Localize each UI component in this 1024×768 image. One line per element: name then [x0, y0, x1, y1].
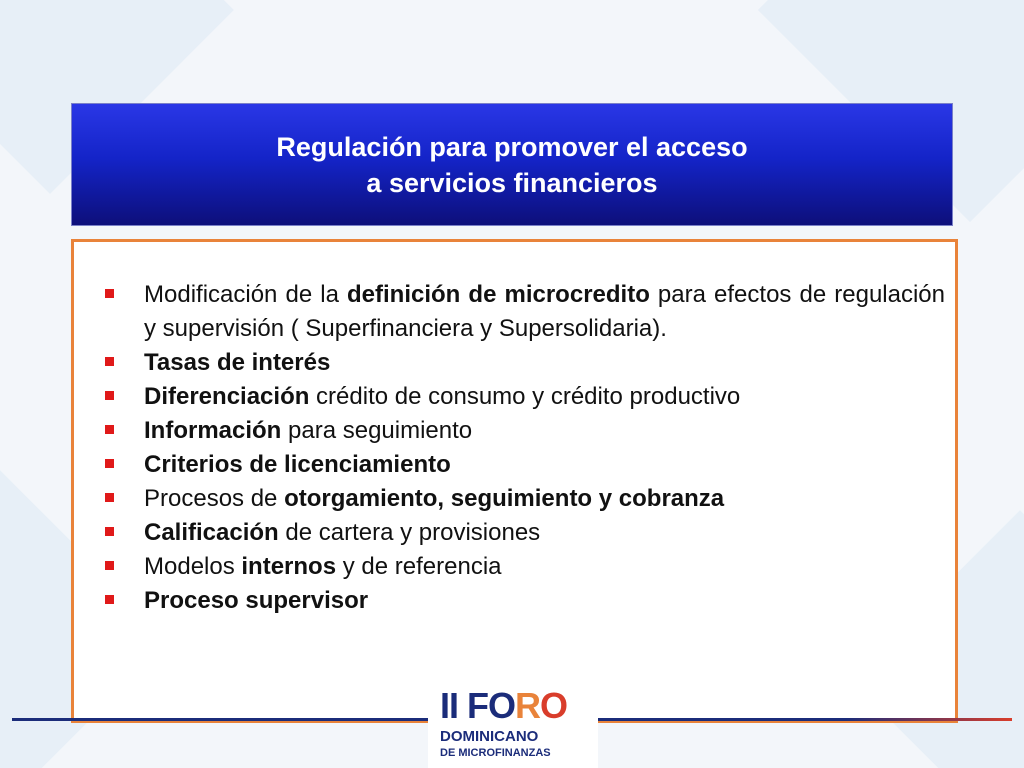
- bullet-text-segment: Modificación de la: [144, 281, 347, 308]
- bullet-item: [100, 482, 945, 516]
- bullet-text-segment: crédito de consumo y crédito productivo: [309, 383, 741, 410]
- bullet-text: [144, 519, 540, 546]
- bullet-text: [144, 383, 740, 410]
- bullet-text: [144, 417, 472, 444]
- bullet-text: [144, 349, 330, 376]
- bullet-item: [100, 380, 945, 414]
- logo-title: [440, 686, 567, 726]
- bullet-text-segment: para seguimiento: [281, 417, 473, 444]
- logo-roman-numeral: II: [440, 685, 459, 726]
- bullet-list: [100, 278, 945, 618]
- bullet-item: [100, 584, 945, 618]
- bullet-text: [144, 587, 368, 614]
- bullet-text: [144, 553, 502, 580]
- bullet-text-segment: Diferenciación: [144, 383, 310, 410]
- logo-fo: FO: [467, 685, 516, 726]
- title-banner: [71, 103, 953, 226]
- bullet-square-icon: [105, 561, 114, 570]
- logo-o: O: [540, 685, 568, 726]
- bullet-square-icon: [105, 391, 114, 400]
- bullet-text-segment: Criterios de licenciamiento: [144, 451, 451, 478]
- bullet-text-segment: internos: [241, 553, 337, 580]
- bullet-text-segment: y de referencia: [336, 553, 502, 580]
- bullet-text-segment: Información: [144, 417, 282, 444]
- slide-title-line-2: a servicios financieros: [366, 167, 658, 198]
- logo-subtitle-1: DOMINICANO: [440, 728, 539, 745]
- bullet-item: [100, 278, 945, 346]
- bullet-item: [100, 346, 945, 380]
- bullet-text-segment: Calificación: [144, 519, 279, 546]
- footer-line-left: [12, 718, 428, 721]
- bullet-text-segment: Tasas de interés: [144, 349, 331, 376]
- bullet-text-segment: de cartera y provisiones: [278, 519, 541, 546]
- bullet-item: [100, 550, 945, 584]
- bullet-text: [144, 451, 451, 478]
- logo-r: R: [515, 685, 541, 726]
- bullet-text-segment: Procesos de: [144, 485, 285, 512]
- bullet-square-icon: [105, 289, 114, 298]
- bullet-square-icon: [105, 425, 114, 434]
- bullet-text-segment: para efectos de regulación y supervisión ( Superfinanciera y Supersolidaria).: [144, 281, 946, 342]
- bullet-square-icon: [105, 595, 114, 604]
- bullet-square-icon: [105, 459, 114, 468]
- bullet-square-icon: [105, 527, 114, 536]
- bullet-text-segment: Proceso supervisor: [144, 587, 369, 614]
- logo-subtitle-2: DE MICROFINANZAS: [440, 747, 551, 759]
- bullet-text-segment: definición de microcredito: [347, 281, 650, 308]
- bullet-item: [100, 414, 945, 448]
- footer-line-right: [598, 718, 1012, 721]
- bullet-text-segment: Modelos: [144, 553, 242, 580]
- bullet-text: [144, 278, 945, 346]
- bullet-text-segment: otorgamiento, seguimiento y cobranza: [284, 485, 725, 512]
- bullet-square-icon: [105, 357, 114, 366]
- foro-logo: [428, 684, 598, 768]
- bullet-square-icon: [105, 493, 114, 502]
- bullet-text: [144, 485, 724, 512]
- slide-title-line-1: Regulación para promover el acceso: [276, 131, 748, 162]
- bullet-item: [100, 516, 945, 550]
- bullet-item: [100, 448, 945, 482]
